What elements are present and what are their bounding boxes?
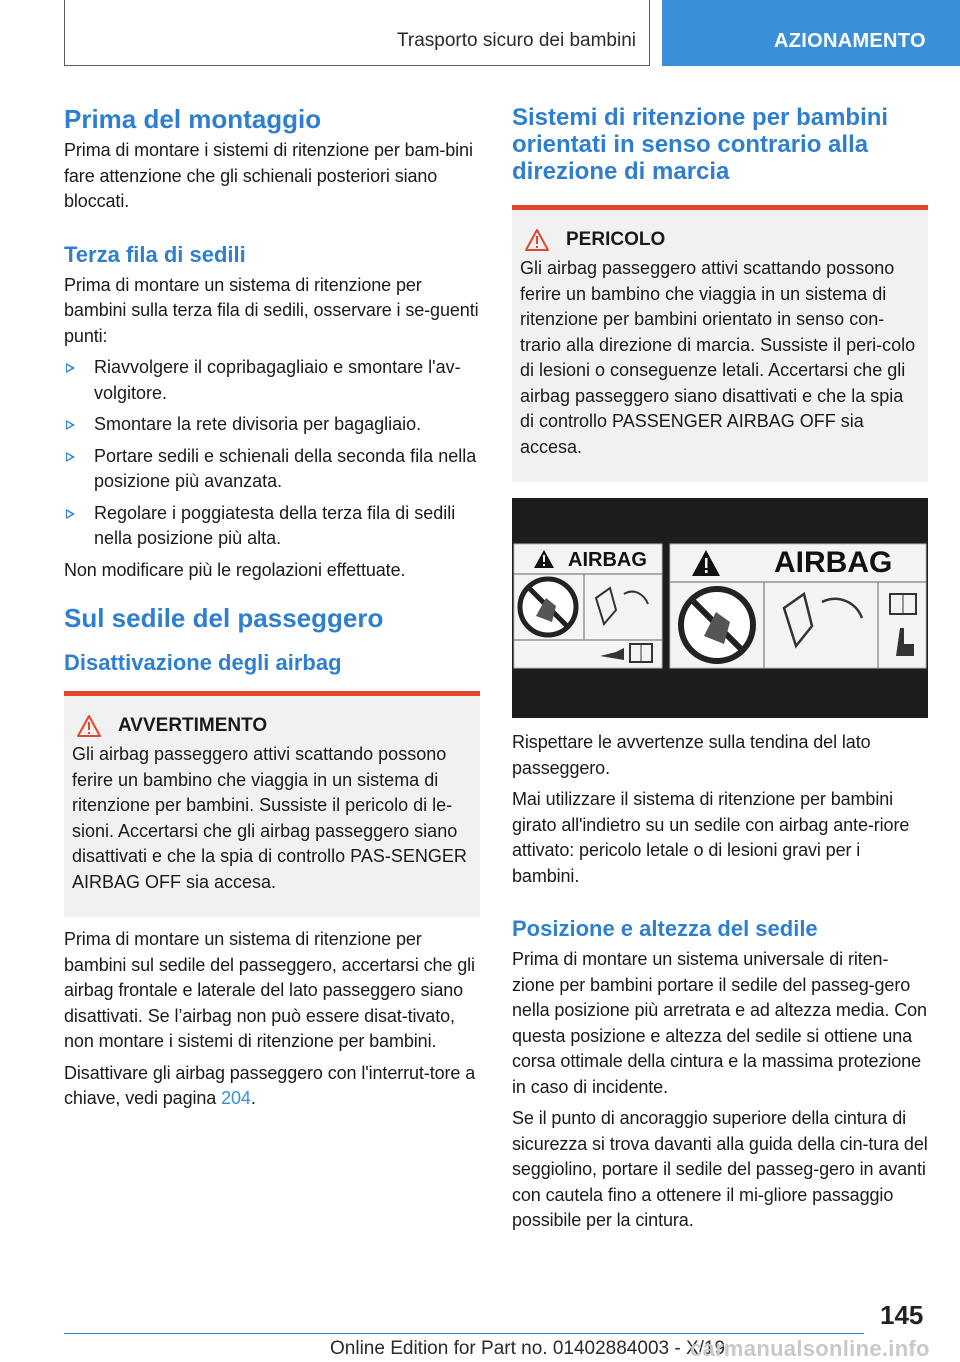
paragraph-posizione: Prima di montare un sistema universale di riten-zione per bambini portare il sedile del passeg-gero nella posizione più arretrata e ad altezza media. Con questa posizione e altezza del sedile si ottiene una corsa ottimale della cintura e la massima protezione in caso di incidente. — [512, 949, 927, 1097]
list-item: Riavvolgere il copribagagliaio e smontare l'av-volgitore. — [64, 355, 480, 406]
heading-sedile-passeggero: Sul sedile del passeggero — [64, 603, 384, 633]
heading-posizione-altezza: Posizione e altezza del sedile — [512, 916, 818, 941]
header-section-title: Trasporto sicuro dei bambini — [396, 30, 636, 51]
paragraph-terza-fila: Prima di montare un sistema di ritenzione per bambini sulla terza fila di sedili, osservare i se-guenti punti: — [64, 274, 479, 346]
warning-box — [64, 691, 480, 917]
list-item: Portare sedili e schienali della seconda fila nella posizione più avanzata. — [64, 444, 480, 495]
heading-disattivazione-airbag: Disattivazione degli airbag — [64, 650, 342, 675]
header-chapter-tab: AZIONAMENTO — [662, 0, 960, 66]
warning-title: AVVERTIMENTO — [118, 715, 268, 736]
heading-prima-del-montaggio: Prima del montaggio — [64, 104, 322, 134]
danger-title: PERICOLO — [566, 229, 666, 250]
heading-senso-contrario: Sistemi di ritenzione per bambini orientati in senso contrario alla direzione di marcia — [512, 104, 889, 185]
heading-terza-fila: Terza fila di sedili — [64, 241, 246, 267]
paragraph-sedile-passeggero: Prima di montare un sistema di ritenzione per bambini sul sedile del passeggero, accertarsi che gli airbag frontale e laterale del lato passeggero siano disattivati. Se l’airbag non può essere disat-tivato, non montare i sistemi di ritenzione per bambini. — [64, 929, 475, 1051]
danger-text: Gli airbag passeggero attivi scattando possono ferire un bambino che viaggia in un sistema di ritenzione per bambini orientato in senso con-trario alla direzione di marcia. Sussiste il peri-colo di lesioni o conseguenze letali. Accertarsi che gli airbag passeggero siano disattivati e che la spia di controllo PASSENGER AIRBAG OFF sia accesa. — [520, 258, 916, 457]
triangle-bullet-icon — [66, 363, 75, 373]
paragraph-mai-utilizzare: Mai utilizzare il sistema di ritenzione per bambini girato all'indietro su un sedile con airbag ante-riore attivato: pericolo letale o di lesioni gravi per i bambini. — [512, 789, 910, 886]
airbag-label-image — [512, 498, 928, 718]
triangle-bullet-icon — [66, 452, 75, 462]
paragraph-schienali: Prima di montare i sistemi di ritenzione per bam-bini fare attenzione che gli schienali posteriori siano bloccati. — [64, 140, 473, 211]
airbag-small-text: AIRBAG — [568, 549, 647, 571]
triangle-bullet-icon — [66, 509, 75, 519]
list-item: Regolare i poggiatesta della terza fila di sedili nella posizione più alta. — [64, 501, 480, 552]
airbag-labels-illustration — [512, 498, 928, 718]
footer-edition: Online Edition for Part no. 01402884003 - X/19 — [330, 1338, 726, 1359]
list-item: Smontare la rete divisoria per bagagliaio. — [64, 412, 480, 438]
airbag-large-text: AIRBAG — [774, 546, 893, 579]
paragraph-interruttore: Disattivare gli airbag passeggero con l'interrut-tore a chiave, vedi pagina 204. — [64, 1062, 476, 1108]
warning-triangle-icon — [524, 228, 550, 252]
left-column — [64, 104, 480, 1112]
right-column — [512, 104, 928, 1234]
page-number: 145 — [880, 1300, 924, 1330]
footer-rule — [64, 1333, 864, 1334]
warning-triangle-icon — [76, 714, 102, 738]
bullet-list — [64, 355, 480, 552]
paragraph-regolazioni: Non modificare più le regolazioni effettuate. — [64, 559, 406, 580]
danger-box — [512, 205, 928, 482]
paragraph-ancoraggio: Se il punto di ancoraggio superiore della cintura di sicurezza si trova davanti alla guida della cin-tura del seggiolino, portare il sedile del passeg-gero in avanti con cautela fino a ottenere il mi-gliore passaggio possibile per la cintura. — [512, 1108, 928, 1230]
warning-text: Gli airbag passeggero attivi scattando possono ferire un bambino che viaggia in un sistema di ritenzione per bambini. Sussiste il pericolo di le-sioni. Accertarsi che gli airbag passeggero siano disattivati e che la spia di controllo PAS-SENGER AIRBAG OFF sia accesa. — [72, 744, 467, 892]
footer-watermark: carmanualsonline.info — [690, 1336, 930, 1361]
triangle-bullet-icon — [66, 420, 75, 430]
page-link-204[interactable]: 204 — [221, 1088, 251, 1108]
paragraph-tendina: Rispettare le avvertenze sulla tendina del lato passeggero. — [512, 732, 871, 778]
